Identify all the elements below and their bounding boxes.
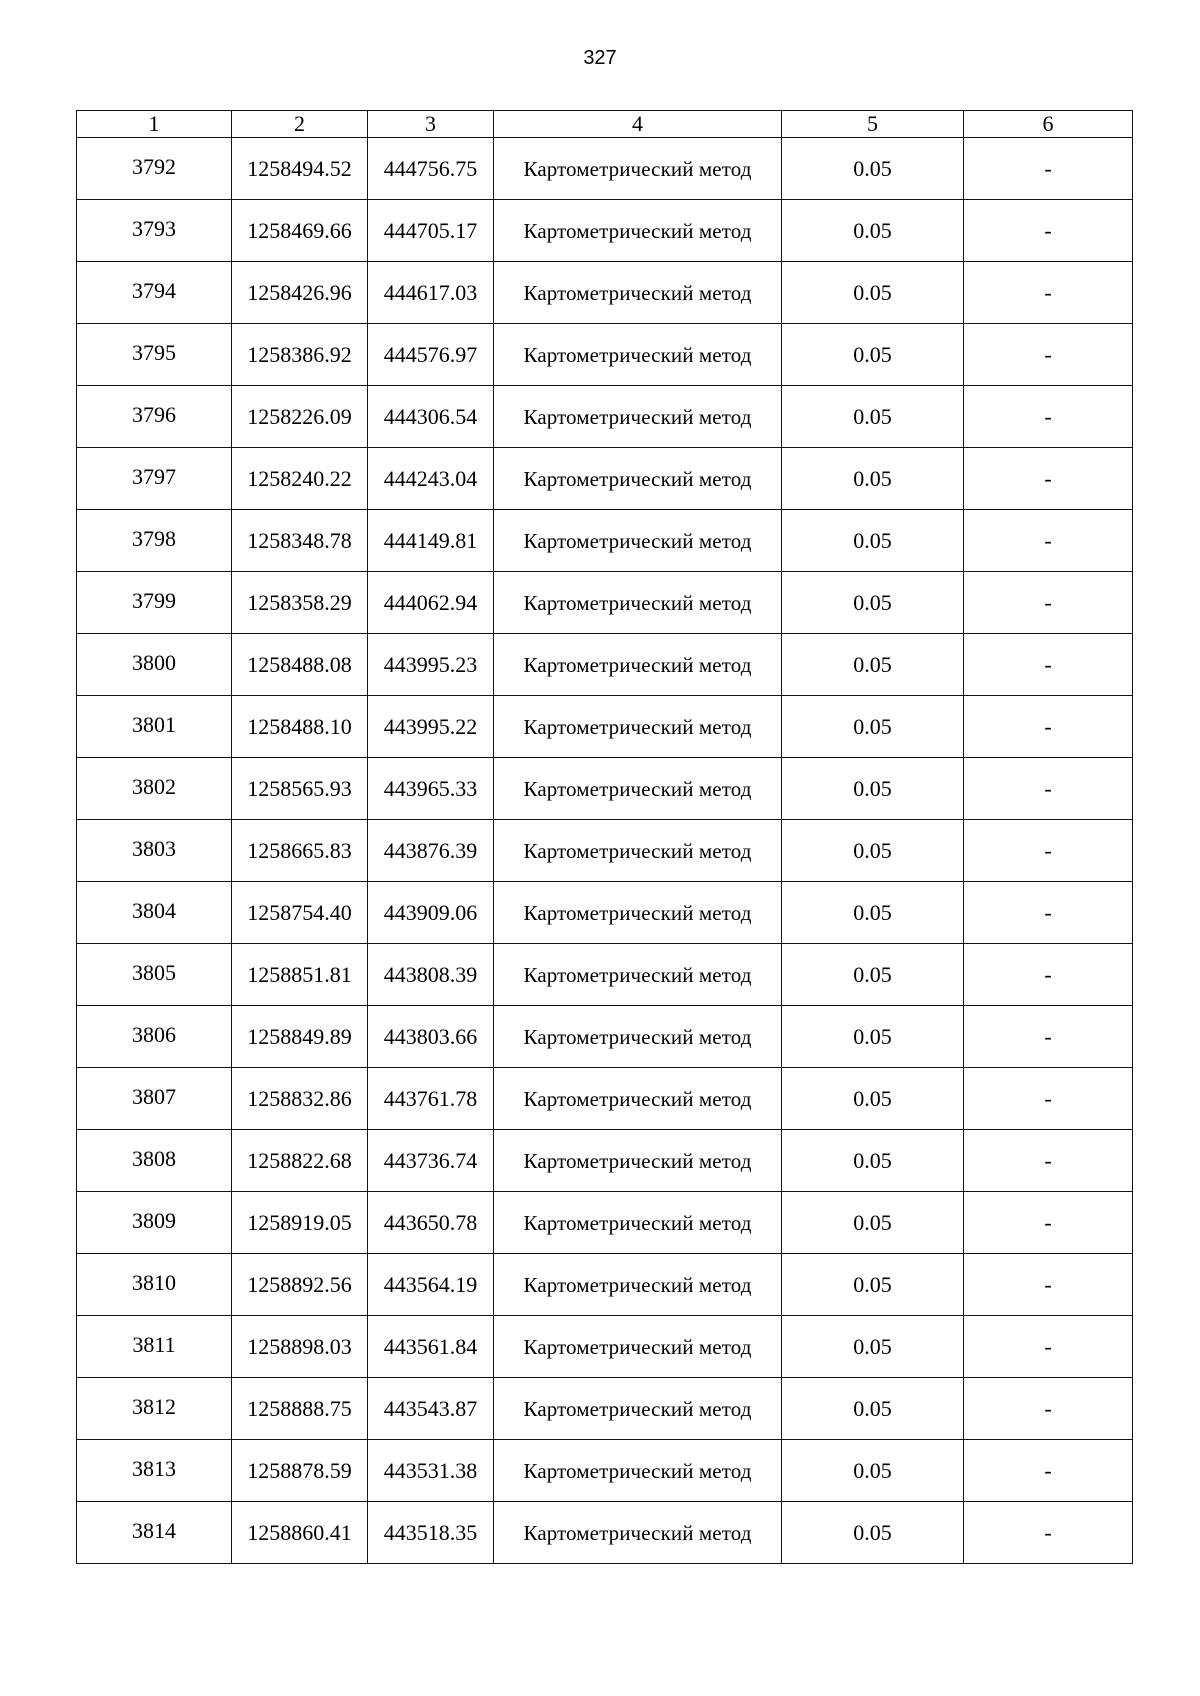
cell-method: Картометрический метод bbox=[494, 1068, 782, 1130]
table-row bbox=[77, 262, 1133, 324]
cell-coordinate-x: 1258488.10 bbox=[232, 696, 368, 758]
cell-coordinate-y: 443909.06 bbox=[368, 882, 494, 944]
cell-point-number: 3810 bbox=[77, 1254, 232, 1316]
cell-note: - bbox=[964, 324, 1133, 386]
cell-note: - bbox=[964, 1502, 1133, 1564]
cell-accuracy: 0.05 bbox=[782, 1130, 964, 1192]
table-row bbox=[77, 882, 1133, 944]
cell-point-number: 3800 bbox=[77, 634, 232, 696]
cell-note: - bbox=[964, 386, 1133, 448]
cell-coordinate-y: 444617.03 bbox=[368, 262, 494, 324]
table-row bbox=[77, 1254, 1133, 1316]
table-row bbox=[77, 634, 1133, 696]
column-header-6: 6 bbox=[964, 111, 1133, 138]
cell-coordinate-y: 443876.39 bbox=[368, 820, 494, 882]
table-row bbox=[77, 758, 1133, 820]
cell-note: - bbox=[964, 448, 1133, 510]
cell-method: Картометрический метод bbox=[494, 1502, 782, 1564]
cell-point-number: 3802 bbox=[77, 758, 232, 820]
table-row bbox=[77, 510, 1133, 572]
cell-coordinate-x: 1258822.68 bbox=[232, 1130, 368, 1192]
cell-method: Картометрический метод bbox=[494, 138, 782, 200]
cell-method: Картометрический метод bbox=[494, 448, 782, 510]
cell-accuracy: 0.05 bbox=[782, 1068, 964, 1130]
cell-method: Картометрический метод bbox=[494, 324, 782, 386]
cell-accuracy: 0.05 bbox=[782, 200, 964, 262]
cell-coordinate-x: 1258849.89 bbox=[232, 1006, 368, 1068]
cell-method: Картометрический метод bbox=[494, 1006, 782, 1068]
cell-point-number: 3797 bbox=[77, 448, 232, 510]
cell-coordinate-y: 443995.23 bbox=[368, 634, 494, 696]
cell-method: Картометрический метод bbox=[494, 1378, 782, 1440]
cell-coordinate-y: 443518.35 bbox=[368, 1502, 494, 1564]
column-header-5: 5 bbox=[782, 111, 964, 138]
table-row bbox=[77, 448, 1133, 510]
cell-point-number: 3801 bbox=[77, 696, 232, 758]
cell-coordinate-y: 443650.78 bbox=[368, 1192, 494, 1254]
table-row bbox=[77, 1502, 1133, 1564]
cell-point-number: 3792 bbox=[77, 138, 232, 200]
table-row bbox=[77, 200, 1133, 262]
cell-method: Картометрический метод bbox=[494, 634, 782, 696]
cell-accuracy: 0.05 bbox=[782, 138, 964, 200]
column-header-3: 3 bbox=[368, 111, 494, 138]
cell-coordinate-x: 1258892.56 bbox=[232, 1254, 368, 1316]
column-header-1: 1 bbox=[77, 111, 232, 138]
table-row bbox=[77, 1192, 1133, 1254]
table-header bbox=[77, 111, 1133, 138]
cell-accuracy: 0.05 bbox=[782, 944, 964, 1006]
cell-note: - bbox=[964, 1440, 1133, 1502]
cell-accuracy: 0.05 bbox=[782, 696, 964, 758]
cell-coordinate-y: 443531.38 bbox=[368, 1440, 494, 1502]
table-row bbox=[77, 1068, 1133, 1130]
cell-note: - bbox=[964, 510, 1133, 572]
column-header-2: 2 bbox=[232, 111, 368, 138]
table-row bbox=[77, 386, 1133, 448]
cell-note: - bbox=[964, 138, 1133, 200]
cell-coordinate-x: 1258860.41 bbox=[232, 1502, 368, 1564]
table-row bbox=[77, 696, 1133, 758]
cell-note: - bbox=[964, 820, 1133, 882]
cell-note: - bbox=[964, 1378, 1133, 1440]
table-row bbox=[77, 944, 1133, 1006]
cell-method: Картометрический метод bbox=[494, 386, 782, 448]
cell-note: - bbox=[964, 262, 1133, 324]
cell-coordinate-x: 1258240.22 bbox=[232, 448, 368, 510]
cell-coordinate-y: 443965.33 bbox=[368, 758, 494, 820]
table-row bbox=[77, 820, 1133, 882]
cell-accuracy: 0.05 bbox=[782, 386, 964, 448]
cell-coordinate-x: 1258226.09 bbox=[232, 386, 368, 448]
cell-coordinate-y: 444149.81 bbox=[368, 510, 494, 572]
cell-note: - bbox=[964, 1192, 1133, 1254]
cell-accuracy: 0.05 bbox=[782, 1254, 964, 1316]
cell-method: Картометрический метод bbox=[494, 1316, 782, 1378]
header-row bbox=[77, 111, 1133, 138]
cell-method: Картометрический метод bbox=[494, 510, 782, 572]
cell-coordinate-y: 443995.22 bbox=[368, 696, 494, 758]
cell-coordinate-y: 443808.39 bbox=[368, 944, 494, 1006]
cell-method: Картометрический метод bbox=[494, 882, 782, 944]
cell-method: Картометрический метод bbox=[494, 200, 782, 262]
cell-accuracy: 0.05 bbox=[782, 758, 964, 820]
cell-coordinate-y: 443736.74 bbox=[368, 1130, 494, 1192]
cell-accuracy: 0.05 bbox=[782, 510, 964, 572]
cell-coordinate-x: 1258832.86 bbox=[232, 1068, 368, 1130]
cell-coordinate-y: 444306.54 bbox=[368, 386, 494, 448]
table-row bbox=[77, 572, 1133, 634]
cell-point-number: 3808 bbox=[77, 1130, 232, 1192]
cell-coordinate-y: 444243.04 bbox=[368, 448, 494, 510]
cell-accuracy: 0.05 bbox=[782, 1440, 964, 1502]
cell-accuracy: 0.05 bbox=[782, 1378, 964, 1440]
cell-coordinate-x: 1258851.81 bbox=[232, 944, 368, 1006]
cell-note: - bbox=[964, 944, 1133, 1006]
cell-coordinate-x: 1258665.83 bbox=[232, 820, 368, 882]
table-row bbox=[77, 138, 1133, 200]
cell-note: - bbox=[964, 758, 1133, 820]
cell-point-number: 3798 bbox=[77, 510, 232, 572]
cell-accuracy: 0.05 bbox=[782, 1316, 964, 1378]
cell-coordinate-x: 1258426.96 bbox=[232, 262, 368, 324]
table-body bbox=[77, 138, 1133, 1564]
table-row bbox=[77, 324, 1133, 386]
cell-coordinate-y: 444576.97 bbox=[368, 324, 494, 386]
cell-note: - bbox=[964, 200, 1133, 262]
cell-method: Картометрический метод bbox=[494, 820, 782, 882]
cell-method: Картометрический метод bbox=[494, 696, 782, 758]
cell-accuracy: 0.05 bbox=[782, 882, 964, 944]
cell-coordinate-y: 443564.19 bbox=[368, 1254, 494, 1316]
cell-coordinate-x: 1258888.75 bbox=[232, 1378, 368, 1440]
cell-accuracy: 0.05 bbox=[782, 1502, 964, 1564]
cell-accuracy: 0.05 bbox=[782, 324, 964, 386]
column-header-4: 4 bbox=[494, 111, 782, 138]
cell-coordinate-x: 1258878.59 bbox=[232, 1440, 368, 1502]
cell-coordinate-x: 1258469.66 bbox=[232, 200, 368, 262]
cell-coordinate-y: 443761.78 bbox=[368, 1068, 494, 1130]
cell-coordinate-x: 1258348.78 bbox=[232, 510, 368, 572]
cell-point-number: 3814 bbox=[77, 1502, 232, 1564]
cell-point-number: 3811 bbox=[77, 1316, 232, 1378]
cell-point-number: 3795 bbox=[77, 324, 232, 386]
table-row bbox=[77, 1316, 1133, 1378]
table-row bbox=[77, 1378, 1133, 1440]
cell-note: - bbox=[964, 696, 1133, 758]
cell-method: Картометрический метод bbox=[494, 1192, 782, 1254]
cell-coordinate-x: 1258898.03 bbox=[232, 1316, 368, 1378]
cell-point-number: 3809 bbox=[77, 1192, 232, 1254]
cell-accuracy: 0.05 bbox=[782, 634, 964, 696]
cell-method: Картометрический метод bbox=[494, 944, 782, 1006]
cell-accuracy: 0.05 bbox=[782, 820, 964, 882]
cell-point-number: 3805 bbox=[77, 944, 232, 1006]
cell-note: - bbox=[964, 882, 1133, 944]
cell-note: - bbox=[964, 1006, 1133, 1068]
cell-note: - bbox=[964, 1130, 1133, 1192]
cell-point-number: 3799 bbox=[77, 572, 232, 634]
cell-accuracy: 0.05 bbox=[782, 1006, 964, 1068]
table-row bbox=[77, 1006, 1133, 1068]
cell-point-number: 3812 bbox=[77, 1378, 232, 1440]
cell-method: Картометрический метод bbox=[494, 1254, 782, 1316]
cell-point-number: 3804 bbox=[77, 882, 232, 944]
cell-note: - bbox=[964, 1068, 1133, 1130]
coordinates-table bbox=[76, 110, 1133, 1564]
page-number: 327 bbox=[583, 47, 617, 69]
cell-point-number: 3796 bbox=[77, 386, 232, 448]
cell-method: Картометрический метод bbox=[494, 262, 782, 324]
cell-accuracy: 0.05 bbox=[782, 262, 964, 324]
cell-coordinate-x: 1258754.40 bbox=[232, 882, 368, 944]
cell-method: Картометрический метод bbox=[494, 1440, 782, 1502]
cell-method: Картометрический метод bbox=[494, 572, 782, 634]
cell-accuracy: 0.05 bbox=[782, 448, 964, 510]
cell-point-number: 3794 bbox=[77, 262, 232, 324]
cell-accuracy: 0.05 bbox=[782, 572, 964, 634]
cell-coordinate-x: 1258386.92 bbox=[232, 324, 368, 386]
cell-coordinate-y: 443543.87 bbox=[368, 1378, 494, 1440]
cell-coordinate-y: 444756.75 bbox=[368, 138, 494, 200]
cell-point-number: 3807 bbox=[77, 1068, 232, 1130]
cell-point-number: 3803 bbox=[77, 820, 232, 882]
cell-coordinate-x: 1258494.52 bbox=[232, 138, 368, 200]
cell-note: - bbox=[964, 1254, 1133, 1316]
cell-coordinate-x: 1258919.05 bbox=[232, 1192, 368, 1254]
cell-note: - bbox=[964, 572, 1133, 634]
cell-method: Картометрический метод bbox=[494, 758, 782, 820]
cell-coordinate-y: 444062.94 bbox=[368, 572, 494, 634]
cell-coordinate-x: 1258488.08 bbox=[232, 634, 368, 696]
cell-point-number: 3793 bbox=[77, 200, 232, 262]
cell-coordinate-y: 444705.17 bbox=[368, 200, 494, 262]
cell-coordinate-x: 1258565.93 bbox=[232, 758, 368, 820]
cell-accuracy: 0.05 bbox=[782, 1192, 964, 1254]
table-row bbox=[77, 1440, 1133, 1502]
cell-note: - bbox=[964, 1316, 1133, 1378]
cell-coordinate-x: 1258358.29 bbox=[232, 572, 368, 634]
cell-point-number: 3813 bbox=[77, 1440, 232, 1502]
cell-point-number: 3806 bbox=[77, 1006, 232, 1068]
cell-coordinate-y: 443803.66 bbox=[368, 1006, 494, 1068]
table-row bbox=[77, 1130, 1133, 1192]
cell-note: - bbox=[964, 634, 1133, 696]
cell-coordinate-y: 443561.84 bbox=[368, 1316, 494, 1378]
cell-method: Картометрический метод bbox=[494, 1130, 782, 1192]
